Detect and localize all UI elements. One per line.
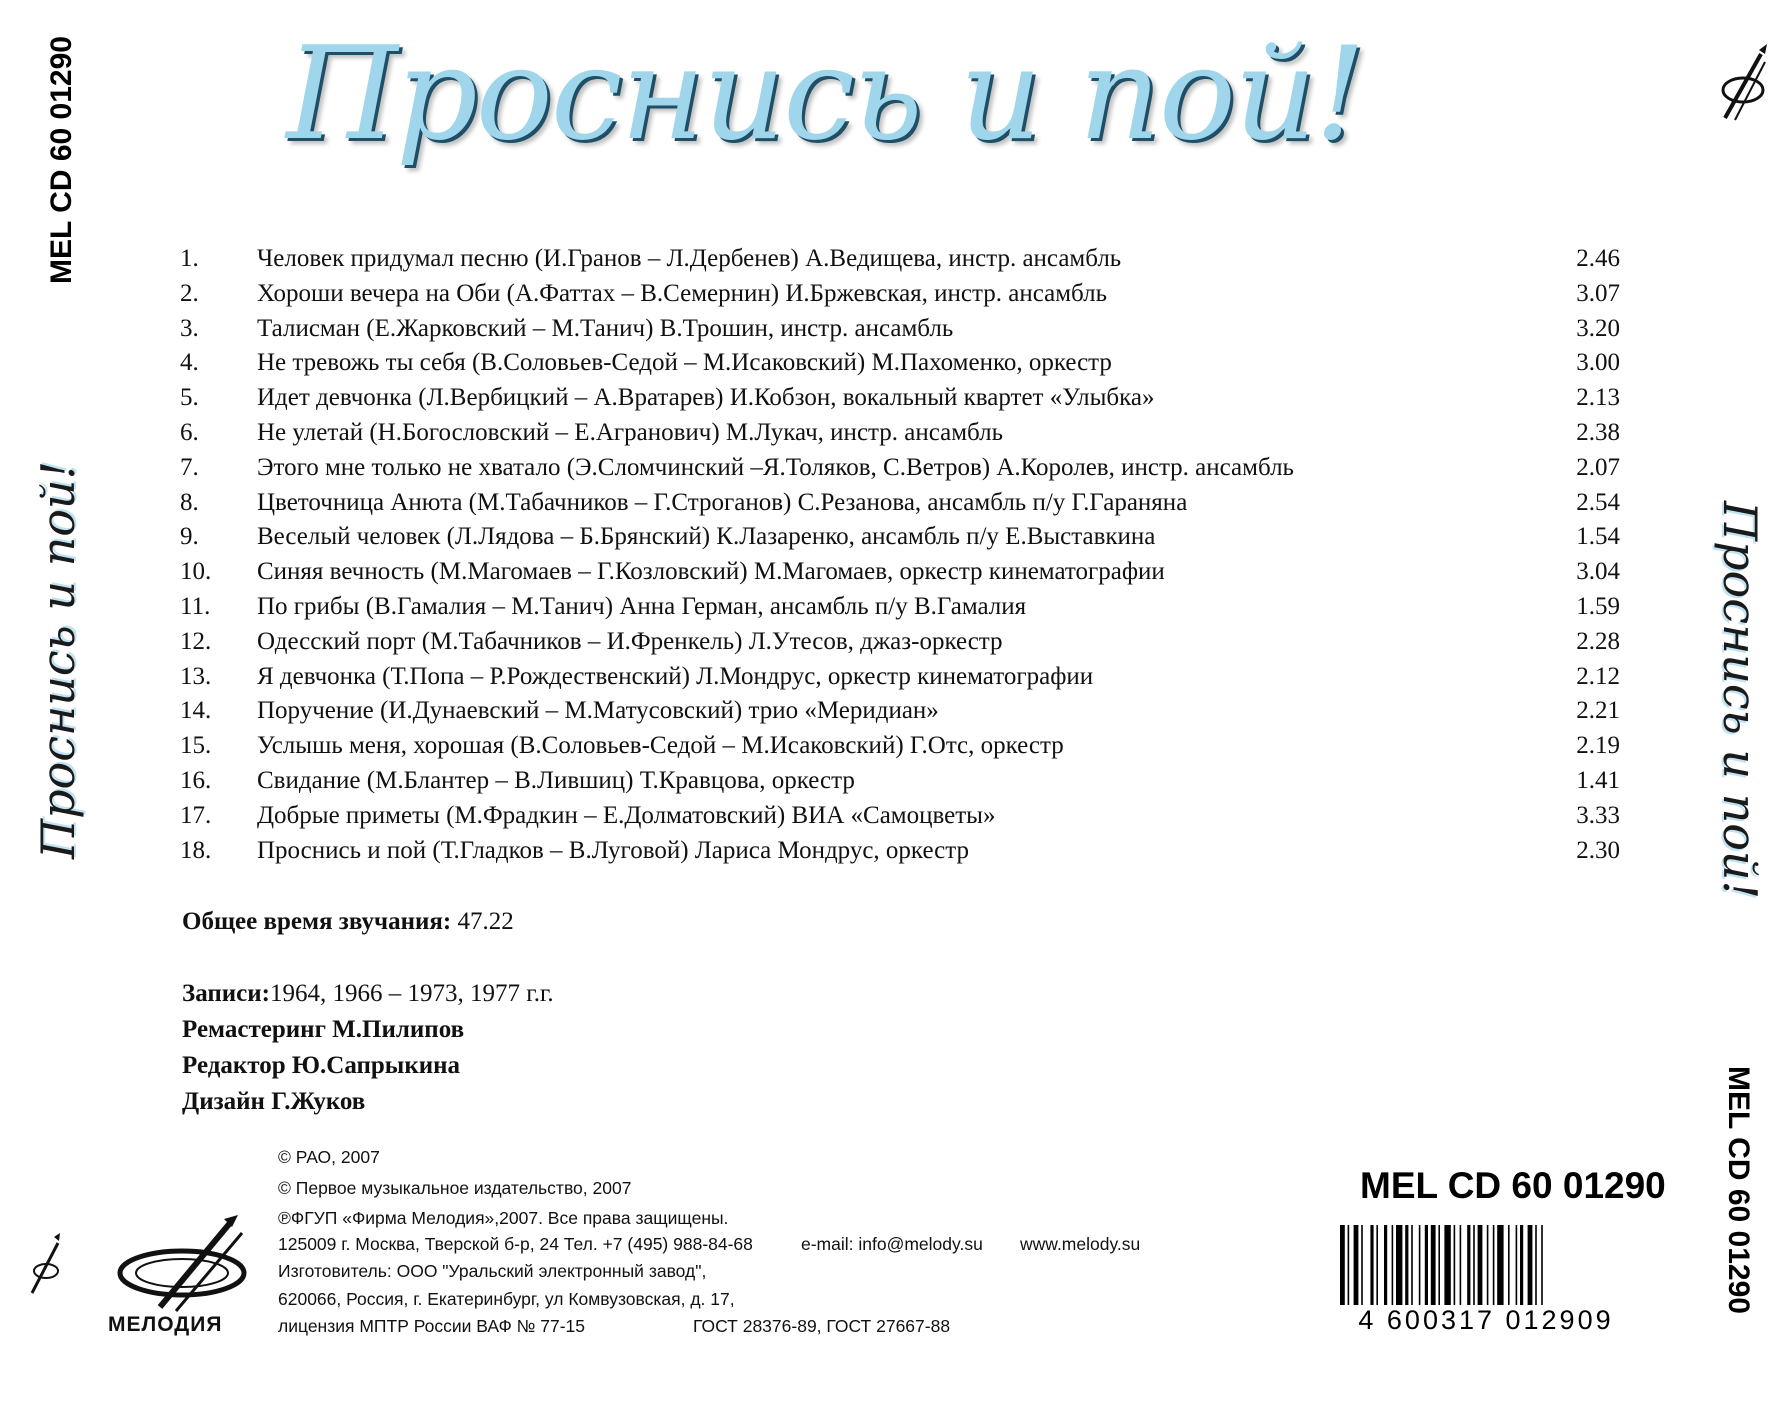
- barcode-bar: [1473, 1225, 1475, 1317]
- barcode-bar: [1497, 1225, 1503, 1317]
- track-title: Проснись и пой (Т.Гладков – В.Луговой) Лариса Мондрус, оркестр: [257, 836, 969, 864]
- track-title: Я девчонка (Т.Попа – Р.Рождественский) Л.Мондрус, оркестр кинематографии: [257, 662, 1094, 690]
- track-row: [180, 277, 1620, 312]
- track-number: 9.: [180, 523, 199, 551]
- barcode-bar: [1384, 1225, 1387, 1317]
- track-title: Свидание (М.Блантер – В.Лившиц) Т.Кравцова, оркестр: [257, 766, 855, 794]
- track-title: Хороши вечера на Оби (А.Фаттах – В.Семернин) И.Бржевская, инстр. ансамбль: [257, 279, 1108, 307]
- legal-gost: ГОСТ 28376-89, ГОСТ 27667-88: [693, 1316, 951, 1336]
- track-title: Не тревожь ты себя (В.Соловьев-Седой – М.Исаковский) М.Пахоменко, оркестр: [257, 349, 1112, 377]
- track-duration: 2.54: [1576, 488, 1620, 516]
- barcode-digits: 4 600317 012909: [1327, 1305, 1645, 1336]
- barcode-bar: [1528, 1225, 1533, 1317]
- track-title: Синяя вечность (М.Магомаев – Г.Козловский) М.Магомаев, оркестр кинематографии: [257, 558, 1165, 586]
- track-title: Веселый человек (Л.Лядова – Б.Брянский) К.Лазаренко, ансамбль п/у Е.Выставкина: [257, 523, 1156, 551]
- track-row: [180, 764, 1620, 799]
- melodiya-mark-icon: [1715, 40, 1771, 132]
- melodiya-logo-icon: [10, 1215, 250, 1315]
- track-number: 1.: [180, 245, 199, 272]
- track-duration: 3.20: [1576, 314, 1620, 342]
- legal-manufacturer: Изготовитель: ООО "Уральский электронный завод",: [278, 1261, 707, 1281]
- track-number: 4.: [180, 349, 199, 377]
- barcode-bar: [1516, 1225, 1518, 1317]
- barcode-bar: [1396, 1225, 1402, 1317]
- legal-publisher: © Первое музыкальное издательство, 2007: [278, 1178, 632, 1198]
- track-duration: 2.28: [1576, 627, 1620, 655]
- legal-email[interactable]: e-mail: info@melody.su: [801, 1234, 983, 1254]
- track-row: [180, 520, 1620, 555]
- track-row: [180, 346, 1620, 381]
- track-duration: 2.38: [1576, 418, 1620, 446]
- track-title: Услышь меня, хорошая (В.Соловьев-Седой – М.Исаковский) Г.Отс, оркестр: [257, 732, 1064, 760]
- track-row: [180, 799, 1620, 834]
- track-title: Поручение (И.Дунаевский – М.Матусовский) трио «Меридиан»: [257, 697, 939, 725]
- track-number: 2.: [180, 279, 199, 307]
- barcode-bar: [1354, 1225, 1359, 1317]
- barcode-bar: [1508, 1225, 1510, 1317]
- barcode-bar: [1411, 1225, 1413, 1317]
- track-duration: 3.04: [1576, 558, 1620, 586]
- track-duration: 1.54: [1576, 523, 1620, 551]
- track-title: Не улетай (Н.Богословский – Е.Агранович) М.Лукач, инстр. ансамбль: [257, 418, 1004, 446]
- track-row: [180, 625, 1620, 660]
- track-title: Талисман (Е.Жарковский – М.Танич) В.Трошин, инстр. ансамбль: [257, 314, 954, 342]
- track-number: 13.: [180, 662, 212, 690]
- track-number: 17.: [180, 801, 212, 829]
- barcode-bar: [1376, 1225, 1378, 1317]
- barcode-bar: [1419, 1225, 1421, 1317]
- barcode-bar: [1460, 1225, 1462, 1317]
- catalog-number: MEL CD 60 01290: [1360, 1165, 1666, 1206]
- track-number: 11.: [180, 592, 211, 620]
- track-row: [180, 694, 1620, 729]
- track-number: 14.: [180, 697, 212, 725]
- track-duration: 2.07: [1576, 453, 1620, 481]
- barcode-bar: [1487, 1225, 1489, 1317]
- track-duration: 1.59: [1576, 592, 1620, 620]
- track-number: 5.: [180, 384, 199, 412]
- track-row: [180, 312, 1620, 347]
- total-time-label: Общее время звучания:: [182, 908, 452, 935]
- track-duration: 2.19: [1576, 732, 1620, 760]
- track-row: [180, 834, 1620, 869]
- recordings-value: 1964, 1966 – 1973, 1977 г.г.: [270, 980, 554, 1007]
- track-title: Добрые приметы (М.Фрадкин – Е.Долматовский) ВИА «Самоцветы»: [257, 801, 996, 829]
- track-number: 3.: [180, 314, 199, 342]
- spine-right-title: Проснись и пой!: [1713, 500, 1767, 900]
- album-title: Проснись и пой!: [286, 20, 1364, 169]
- track-duration: 3.33: [1576, 801, 1620, 829]
- track-row: [180, 242, 1620, 277]
- barcode-bar: [1405, 1225, 1408, 1317]
- legal-address: 125009 г. Москва, Тверской б-р, 24 Тел. +7 (495) 988-84-68: [278, 1234, 753, 1254]
- track-duration: 3.00: [1576, 349, 1620, 377]
- barcode-bar: [1431, 1225, 1436, 1317]
- spine-right-catalog-number: MEL CD 60 01290: [1722, 1066, 1755, 1314]
- legal-license: лицензия МПТР России ВАФ № 77-15: [278, 1316, 586, 1336]
- barcode-bar: [1392, 1225, 1394, 1317]
- track-duration: 2.21: [1576, 697, 1620, 725]
- spine-left-title: Проснись и пой!: [31, 460, 85, 860]
- track-title: По грибы (В.Гамалия – М.Танич) Анна Герман, ансамбль п/у В.Гамалия: [257, 592, 1027, 620]
- track-row: [180, 555, 1620, 590]
- track-number: 15.: [180, 732, 212, 760]
- track-duration: 2.30: [1576, 836, 1620, 864]
- design-credit: Дизайн Г.Жуков: [182, 1088, 366, 1115]
- track-row: [180, 590, 1620, 625]
- recordings-label: Записи:: [182, 980, 271, 1007]
- track-row: [180, 729, 1620, 764]
- track-title: Одесский порт (М.Табачников – И.Френкель) Л.Утесов, джаз-оркестр: [257, 627, 1003, 655]
- barcode-bar: [1370, 1225, 1373, 1317]
- track-duration: 3.07: [1576, 279, 1620, 307]
- total-time-value: 47.22: [457, 908, 514, 935]
- track-number: 6.: [180, 418, 199, 446]
- legal-manufacturer-address: 620066, Россия, г. Екатеринбург, ул Комвузовская, д. 17,: [278, 1289, 735, 1309]
- track-title: Цветочница Анюта (М.Табачников – Г.Строганов) С.Резанова, ансамбль п/у Г.Гараняна: [257, 488, 1188, 516]
- barcode-bar: [1348, 1225, 1350, 1317]
- track-duration: 2.12: [1576, 662, 1620, 690]
- barcode-bar: [1541, 1225, 1543, 1317]
- track-title: Человек придумал песню (И.Гранов – Л.Дербенев) А.Ведищева, инстр. ансамбль: [257, 245, 1122, 272]
- spine-left-catalog-number: MEL CD 60 01290: [45, 36, 78, 284]
- barcode-bar: [1361, 1225, 1363, 1317]
- track-number: 18.: [180, 836, 212, 864]
- barcode-bar: [1444, 1225, 1450, 1317]
- track-duration: 2.46: [1576, 245, 1620, 272]
- total-time: [182, 908, 514, 936]
- barcode-bar: [1438, 1225, 1440, 1317]
- barcode-bar: [1425, 1225, 1428, 1317]
- barcode: [1340, 1225, 1640, 1317]
- track-number: 7.: [180, 453, 199, 481]
- track-title: Этого мне только не хватало (Э.Сломчинский –Я.Толяков, С.Ветров) А.Королев, инстр. ансамбль: [257, 453, 1294, 481]
- barcode-bar: [1535, 1225, 1537, 1317]
- track-row: [180, 660, 1620, 695]
- track-number: 10.: [180, 558, 212, 586]
- track-row: [180, 416, 1620, 451]
- track-duration: 2.13: [1576, 384, 1620, 412]
- track-row: [180, 451, 1620, 486]
- barcode-bar: [1493, 1225, 1495, 1317]
- legal-rights: ℗ФГУП «Фирма Мелодия»,2007. Все права защищены.: [278, 1208, 729, 1228]
- track-title: Идет девчонка (Л.Вербицкий – А.Вратарев) И.Кобзон, вокальный квартет «Улыбка»: [257, 384, 1155, 412]
- legal-rao: © РАО, 2007: [278, 1147, 380, 1167]
- melodiya-label-name: МЕЛОДИЯ: [108, 1313, 223, 1336]
- barcode-bar: [1340, 1225, 1345, 1317]
- tracklist: [180, 242, 1620, 868]
- remastering-credit: Ремастеринг М.Пилипов: [182, 1016, 465, 1043]
- track-number: 8.: [180, 488, 199, 516]
- track-row: [180, 486, 1620, 521]
- barcode-bar: [1478, 1225, 1483, 1317]
- track-row: [180, 381, 1620, 416]
- editor-credit: Редактор Ю.Сапрыкина: [182, 1052, 461, 1079]
- barcode-bar: [1467, 1225, 1470, 1317]
- barcode-bar: [1520, 1225, 1523, 1317]
- legal-website[interactable]: www.melody.su: [1020, 1234, 1141, 1254]
- track-number: 16.: [180, 766, 212, 794]
- recordings-line: [182, 980, 554, 1008]
- track-number: 12.: [180, 627, 212, 655]
- barcode-bar: [1454, 1225, 1456, 1317]
- track-duration: 1.41: [1576, 766, 1620, 794]
